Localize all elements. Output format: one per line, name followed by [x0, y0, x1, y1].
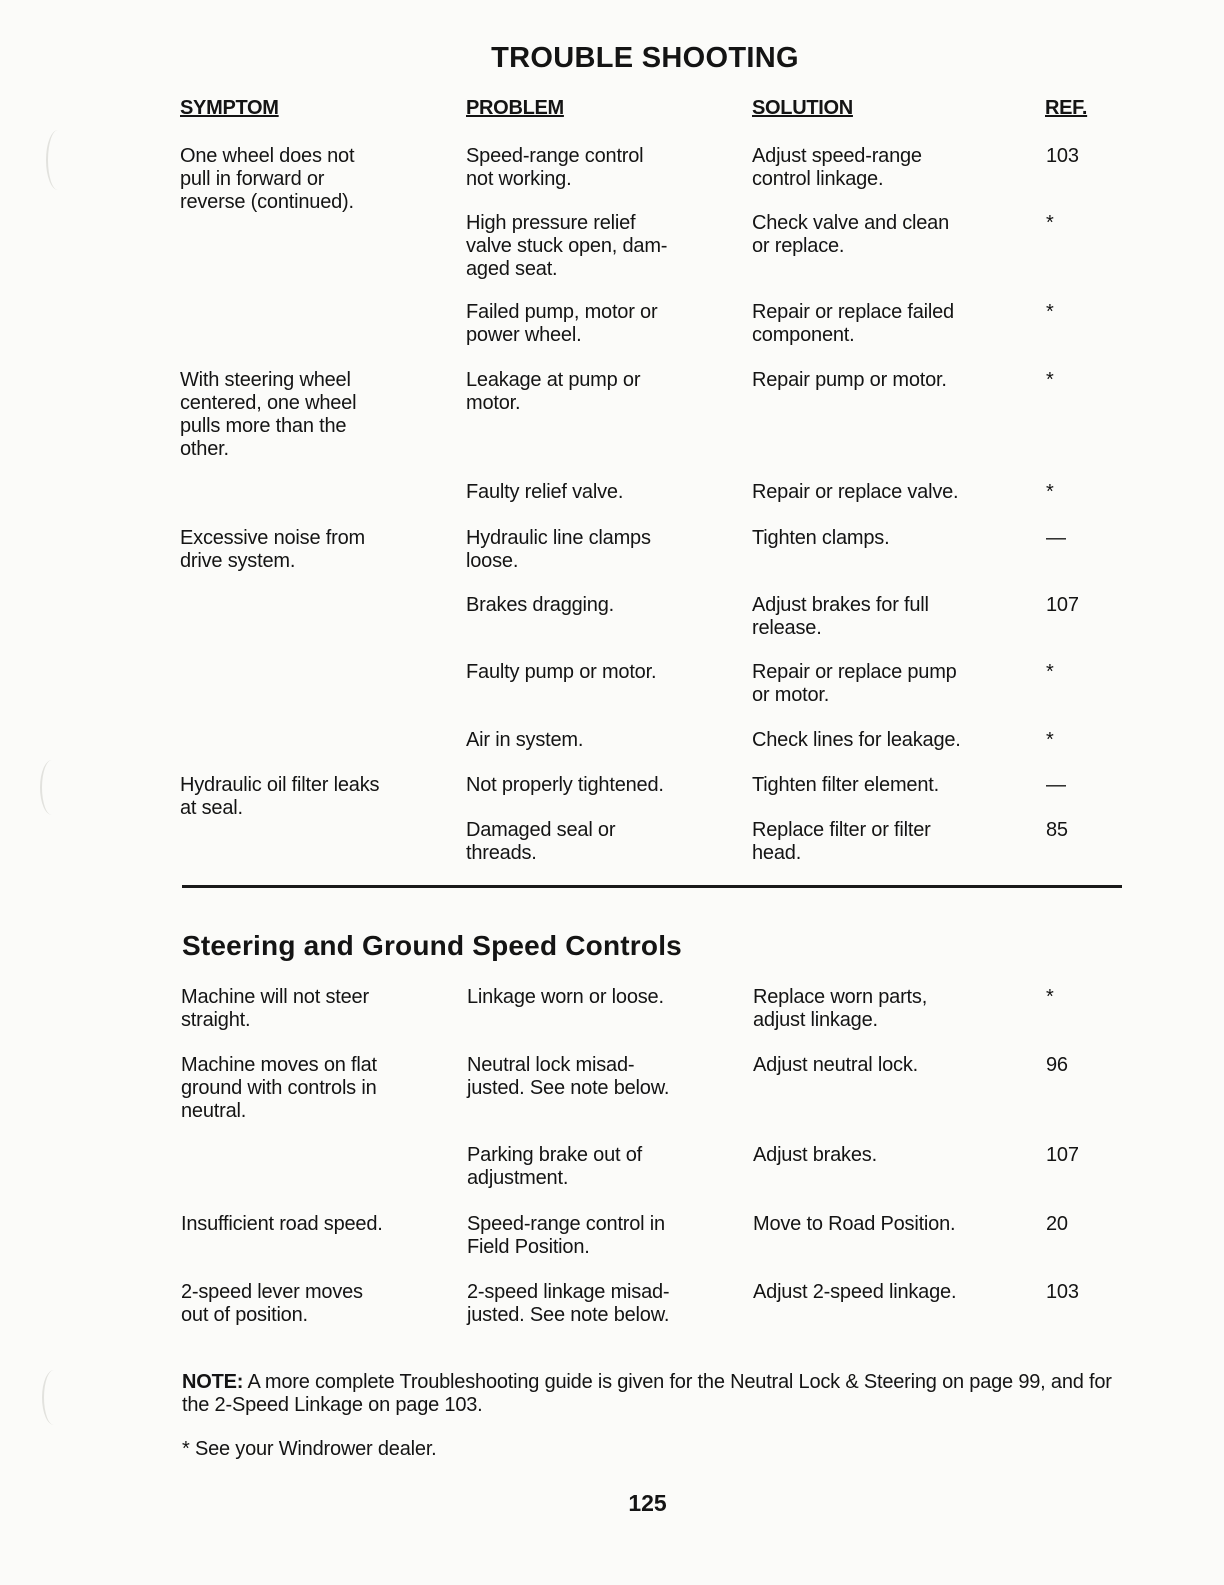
problem-cell: Failed pump, motor or power wheel.	[466, 301, 658, 346]
ref-cell: *	[1046, 212, 1054, 234]
header-problem: PROBLEM	[466, 97, 564, 119]
ref-cell: —	[1046, 527, 1066, 549]
page-title: TROUBLE SHOOTING	[491, 42, 799, 74]
solution-cell: Adjust speed-range control linkage.	[752, 145, 922, 190]
ref-cell: *	[1046, 986, 1054, 1008]
ref-cell: 103	[1046, 145, 1079, 167]
solution-cell: Replace worn parts, adjust linkage.	[753, 986, 928, 1031]
solution-cell: Adjust neutral lock.	[753, 1054, 918, 1076]
solution-cell: Tighten filter element.	[752, 774, 939, 796]
problem-cell: Brakes dragging.	[466, 594, 615, 616]
problem-cell: Not properly tightened.	[466, 774, 664, 796]
note-text: A more complete Troubleshooting guide is given for the Neutral Lock & Steering on page 99, and for the 2-Speed Linkage on page 103.	[182, 1371, 1112, 1416]
solution-cell: Repair pump or motor.	[752, 369, 947, 391]
solution-cell: Check valve and clean or replace.	[752, 212, 950, 257]
solution-cell: Tighten clamps.	[752, 527, 890, 549]
solution-cell: Move to Road Position.	[753, 1213, 956, 1235]
ref-cell: 85	[1046, 819, 1068, 841]
symptom-cell: With steering wheel centered, one wheel pulls more than the other.	[180, 369, 357, 460]
ref-cell: 107	[1046, 594, 1079, 616]
symptom-cell: Insufficient road speed.	[181, 1213, 383, 1235]
section-divider	[182, 885, 1122, 888]
note-label: NOTE:	[182, 1371, 244, 1393]
binder-hole-mark	[42, 1370, 66, 1425]
header-solution: SOLUTION	[752, 97, 853, 119]
solution-cell: Repair or replace failed component.	[752, 301, 954, 346]
solution-cell: Replace filter or filter head.	[752, 819, 931, 864]
solution-cell: Check lines for leakage.	[752, 729, 961, 751]
symptom-cell: Machine will not steer straight.	[181, 986, 369, 1031]
problem-cell: Damaged seal or threads.	[466, 819, 616, 864]
ref-cell: *	[1046, 301, 1054, 323]
solution-cell: Adjust brakes.	[753, 1144, 877, 1166]
problem-cell: Speed-range control not working.	[466, 145, 644, 190]
ref-cell: *	[1046, 661, 1054, 683]
page-number: 125	[628, 1490, 667, 1516]
ref-cell: *	[1046, 729, 1054, 751]
solution-cell: Repair or replace valve.	[752, 481, 959, 503]
section-title: Steering and Ground Speed Controls	[182, 930, 682, 961]
ref-cell: *	[1046, 481, 1054, 503]
solution-cell: Adjust 2-speed linkage.	[753, 1281, 957, 1303]
problem-cell: Faulty pump or motor.	[466, 661, 657, 683]
ref-cell: 103	[1046, 1281, 1079, 1303]
binder-hole-mark	[40, 760, 64, 815]
ref-cell: *	[1046, 369, 1054, 391]
header-symptom: SYMPTOM	[180, 97, 279, 119]
problem-cell: High pressure relief valve stuck open, dam- aged seat.	[466, 212, 668, 280]
problem-cell: Hydraulic line clamps loose.	[466, 527, 651, 572]
symptom-cell: Machine moves on flat ground with controls in neutral.	[181, 1054, 377, 1122]
solution-cell: Repair or replace pump or motor.	[752, 661, 957, 706]
ref-cell: 107	[1046, 1144, 1079, 1166]
symptom-cell: 2-speed lever moves out of position.	[181, 1281, 363, 1326]
symptom-cell: Excessive noise from drive system.	[180, 527, 365, 572]
solution-cell: Adjust brakes for full release.	[752, 594, 929, 639]
problem-cell: 2-speed linkage misad- justed. See note below.	[467, 1281, 670, 1326]
ref-cell: 96	[1046, 1054, 1068, 1076]
problem-cell: Speed-range control in Field Position.	[467, 1213, 665, 1258]
problem-cell: Faulty relief valve.	[466, 481, 624, 503]
footnote: * See your Windrower dealer.	[182, 1438, 437, 1460]
note-paragraph	[182, 1371, 1127, 1417]
problem-cell: Neutral lock misad- justed. See note below.	[467, 1054, 670, 1099]
problem-cell: Parking brake out of adjustment.	[467, 1144, 642, 1189]
problem-cell: Air in system.	[466, 729, 584, 751]
ref-cell: 20	[1046, 1213, 1068, 1235]
problem-cell: Linkage worn or loose.	[467, 986, 664, 1008]
symptom-cell: One wheel does not pull in forward or reverse (continued).	[180, 145, 355, 213]
symptom-cell: Hydraulic oil filter leaks at seal.	[180, 774, 380, 819]
header-ref: REF.	[1045, 97, 1088, 119]
binder-hole-mark	[46, 130, 70, 190]
problem-cell: Leakage at pump or motor.	[466, 369, 641, 414]
ref-cell: —	[1046, 774, 1066, 796]
